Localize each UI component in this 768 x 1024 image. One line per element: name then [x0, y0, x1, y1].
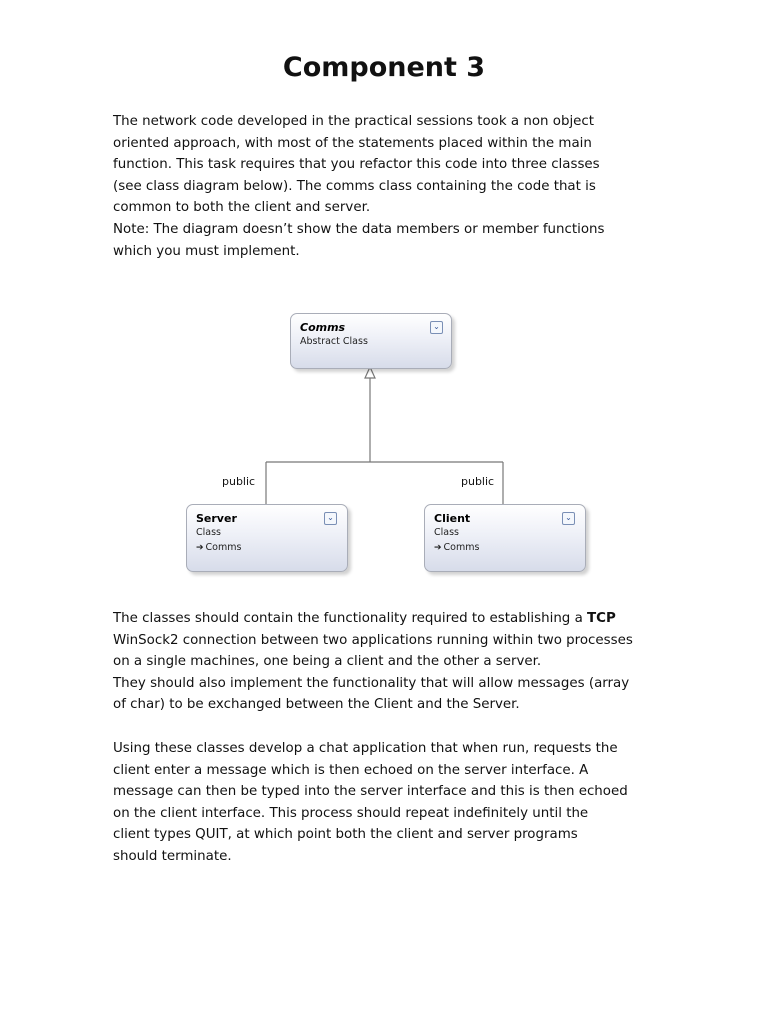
text-run: The classes should contain the functionality required to establishing a: [113, 611, 588, 626]
base-class-name: Comms: [443, 542, 480, 553]
text-line: oriented approach, with most of the statements placed within the main: [113, 135, 592, 151]
requirements-paragraph: [113, 608, 673, 716]
text-line: Using these classes develop a chat application that when run, requests the: [113, 741, 618, 756]
text-line: message can then be typed into the server interface and this is then echoed: [113, 784, 628, 800]
inherits-arrow-icon: ➔: [196, 543, 204, 553]
text-line: (see class diagram below). The comms class containing the code that is: [113, 178, 596, 194]
collapse-toggle-icon[interactable]: ⌄: [430, 321, 443, 334]
class-kind: Class: [196, 527, 221, 538]
chat-task-paragraph: [113, 738, 673, 868]
client-class-box[interactable]: [424, 504, 586, 572]
server-class-box[interactable]: [186, 504, 348, 572]
class-name: Server: [196, 512, 237, 525]
inheritance-label: public: [461, 475, 495, 488]
note-text: : The diagram doesn’t show the data members or member functions: [144, 221, 605, 237]
text-line: on the client interface. This process should repeat indefinitely until the: [113, 805, 589, 821]
text-line: of char) to be exchanged between the Client and the Server.: [113, 697, 520, 713]
text-line: which you must implement.: [113, 243, 300, 259]
intro-paragraph: [113, 111, 673, 262]
base-class-ref: [196, 542, 241, 553]
text-line: client enter a message which is then echoed on the server interface. A: [113, 762, 589, 778]
base-class-ref: [434, 542, 479, 553]
text-line: The network code developed in the practical sessions took a non object: [113, 114, 595, 129]
text-line: function. This task requires that you refactor this code into three classes: [113, 157, 600, 173]
collapse-toggle-icon[interactable]: ⌄: [324, 512, 337, 525]
base-class-name: Comms: [205, 542, 242, 553]
text-line: They should also implement the functionality that will allow messages (array: [113, 675, 630, 691]
class-name: Client: [434, 512, 471, 525]
text-line: client types QUIT, at which point both the client and server programs: [113, 827, 578, 843]
class-kind: Class: [434, 527, 459, 538]
text-line: on a single machines, one being a client and the other a server.: [113, 654, 542, 670]
class-kind: Abstract Class: [300, 336, 368, 347]
class-name: Comms: [300, 321, 346, 334]
text-line: common to both the client and server.: [113, 200, 371, 216]
text-line: should terminate.: [113, 848, 232, 864]
text-line: WinSock2 connection between two applications running within two processes: [113, 632, 633, 648]
comms-class-box[interactable]: [290, 313, 452, 369]
inherits-arrow-icon: ➔: [434, 543, 442, 553]
text-line: [113, 608, 673, 630]
page-title: Component 3: [282, 52, 486, 83]
inheritance-label: public: [222, 475, 256, 488]
note-line: [113, 219, 673, 241]
tcp-keyword: TCP: [587, 611, 616, 626]
collapse-toggle-icon[interactable]: ⌄: [562, 512, 575, 525]
note-label: Note: [113, 221, 145, 237]
